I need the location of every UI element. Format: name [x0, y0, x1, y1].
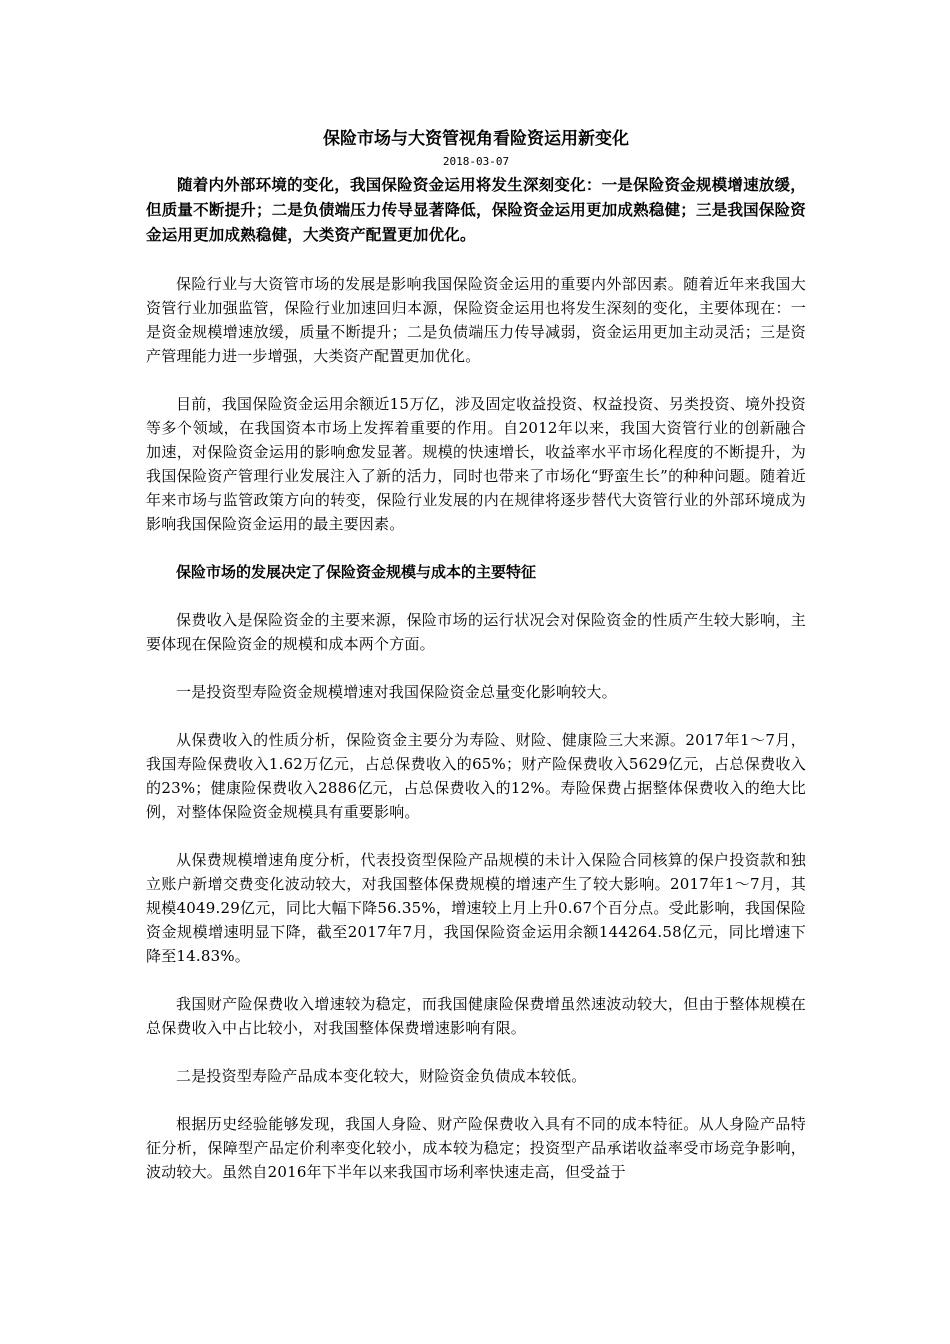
publish-date: 2018-03-07: [442, 155, 510, 168]
body-paragraph: 我国财产险保费收入增速较为稳定，而我国健康险保费增虽然速波动较大，但由于整体规模在总保费收入中占比较小，对我国整体保费增速影响有限。: [146, 995, 806, 1037]
lead-paragraph: 随着内外部环境的变化，我国保险资金运用将发生深刻变化：一是保险资金规模增速放缓，但质量不断提升；二是负债端压力传导显著降低，保险资金运用更加成熟稳健；三是我国保险资金运用更加成熟稳健，大类资产配置更加优化。: [146, 175, 806, 244]
body-paragraph: 从保费收入的性质分析，保险资金主要分为寿险、财险、健康险三大来源。2017年1～7月，我国寿险保费收入1.62万亿元，占总保费收入的65%；财产险保费收入5629亿元，占总保费收入的23%；健康险保费收入2886亿元，占总保费收入的12%。寿险保费占据整体保费收入的绝大比例，对整体保险资金规模具有重要影响。: [146, 731, 806, 821]
section-heading: 保险市场的发展决定了保险资金规模与成本的主要特征: [176, 563, 537, 581]
article-title: 保险市场与大资管视角看险资运用新变化: [323, 129, 629, 149]
body-paragraph: 根据历史经验能够发现，我国人身险、财产险保费收入具有不同的成本特征。从人身险产品特征分析，保障型产品定价利率变化较小，成本较为稳定；投资型产品承诺收益率受市场竞争影响，波动较大。虽然自2016年下半年以来我国市场利率快速走高，但受益于: [146, 1115, 806, 1181]
body-paragraph: 目前，我国保险资金运用余额近15万亿，涉及固定收益投资、权益投资、另类投资、境外投资等多个领域，在我国资本市场上发挥着重要的作用。自2012年以来，我国大资管行业的创新融合加速，对保险资金运用的影响愈发显著。规模的快速增长，收益率水平市场化程度的不断提升，为我国保险资产管理行业发展注入了新的活力，同时也带来了市场化“野蛮生长”的种种问题。随着近年来市场与监管政策方向的转变，保险行业发展的内在规律将逐步替代大资管行业的外部环境成为影响我国保险资金运用的最主要因素。: [146, 395, 806, 533]
body-paragraph: 一是投资型寿险资金规模增速对我国保险资金总量变化影响较大。: [176, 683, 617, 701]
article-body: [146, 124, 806, 1208]
body-paragraph: 二是投资型寿险产品成本变化较大，财险资金负债成本较低。: [176, 1067, 587, 1085]
body-paragraph: 保费收入是保险资金的主要来源，保险市场的运行状况会对保险资金的性质产生较大影响，主要体现在保险资金的规模和成本两个方面。: [146, 611, 806, 653]
body-paragraph: 保险行业与大资管市场的发展是影响我国保险资金运用的重要内外部因素。随着近年来我国大资管行业加强监管，保险行业加速回归本源，保险资金运用也将发生深刻的变化，主要体现在：一是资金规模增速放缓，质量不断提升；二是负债端压力传导减弱，资金运用更加主动灵活；三是资产管理能力进一步增强，大类资产配置更加优化。: [146, 275, 806, 365]
body-paragraph: 从保费规模增速角度分析，代表投资型保险产品规模的未计入保险合同核算的保户投资款和独立账户新增交费变化波动较大，对我国整体保费规模的增速产生了较大影响。2017年1～7月，其规模4049.29亿元，同比大幅下降56.35%，增速较上月上升0.67个百分点。受此影响，我国保险资金规模增速明显下降，截至2017年7月，我国保险资金运用余额144264.58亿元，同比增速下降至14.83%。: [146, 851, 806, 965]
